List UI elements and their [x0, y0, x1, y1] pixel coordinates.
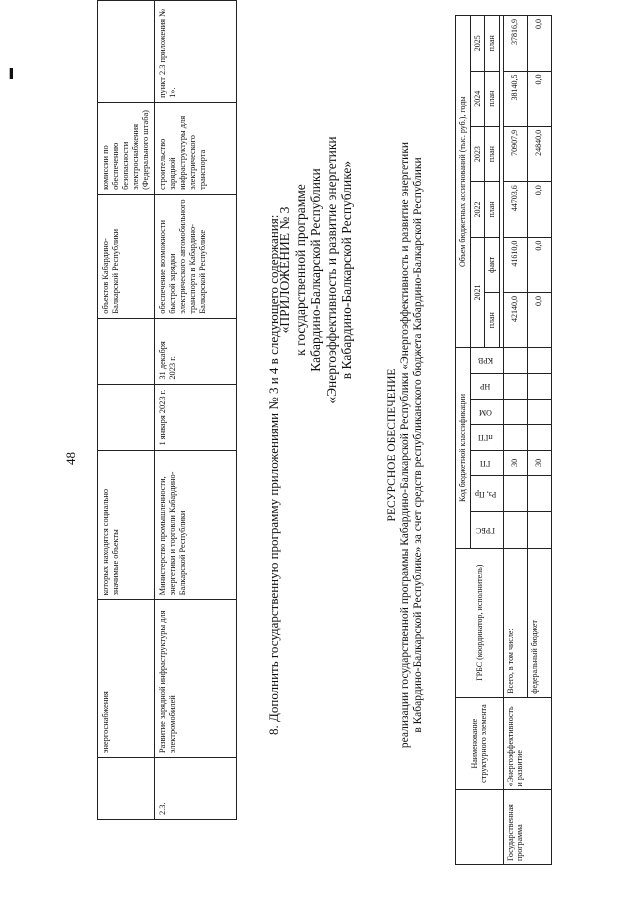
year-header: 2021: [470, 237, 485, 348]
kbk-cell: [503, 373, 527, 399]
sub-header: план: [485, 16, 500, 72]
program-table-continuation: [97, 0, 237, 820]
measure-name: энергоснабжения: [98, 600, 155, 758]
activity: строительство зарядной инфраструктуры для электрического транспорта: [155, 102, 237, 194]
sub-header: факт: [485, 237, 500, 292]
appendix-header: [277, 105, 355, 435]
sub-header: план: [485, 126, 500, 181]
value-cell: 42140,0: [503, 293, 527, 348]
kbk-col: КРВ: [470, 348, 503, 374]
kbk-cell: 30: [527, 450, 551, 476]
kbk-cell: [527, 425, 551, 451]
kbk-cell: [527, 512, 551, 548]
header-grbs: ГРБС (координатор, исполнитель): [456, 548, 504, 697]
kbk-cell: [503, 512, 527, 548]
value-cell: 0,0: [527, 293, 551, 348]
row-number: 2.3.: [155, 758, 237, 820]
header-name: Наименование структурного элемента: [456, 697, 504, 790]
kbk-cell: [527, 399, 551, 425]
page-number: 48: [63, 452, 78, 465]
resource-line: в Кабардино-Балкарской Республике» за счет средств республиканского бюджета Кабардино-Балкарской Республики: [412, 157, 424, 733]
appendix-line: в Кабардино-Балкарской Республике»: [339, 160, 354, 380]
header-cell: [456, 790, 504, 865]
header-row: [456, 16, 471, 865]
kbk-cell: [527, 373, 551, 399]
kbk-col: Рз, Пр: [470, 476, 503, 512]
header-kbk: Код бюджетной классификации: [456, 348, 471, 548]
resource-table: [455, 15, 552, 865]
kbk-cell: [503, 348, 527, 374]
kbk-col: НР: [470, 373, 503, 399]
executor: Министерство промышленности, энергетики и торговли Кабардино-Балкарской Республики: [155, 450, 237, 600]
expected-result: обеспечение возможности быстрой зарядки электрического автомобильного транспорта в Кабардино-Балкарской Республике: [155, 194, 237, 318]
measure-name: Развитие зарядной инфраструктуры для электромобилей: [155, 600, 237, 758]
link: [98, 1, 155, 103]
value-cell: 24840,0: [527, 126, 551, 181]
margin-mark: ▬: [4, 68, 16, 79]
appendix-title: «ПРИЛОЖЕНИЕ № 3: [277, 206, 292, 334]
item-8-text: 8. Дополнить государственную программу приложениями № 3 и 4 в следующего содержания:: [266, 214, 281, 735]
year-header: 2024: [470, 71, 485, 126]
appendix-line: к государственной программе: [292, 184, 308, 356]
row-grbs: федеральный бюджет: [527, 548, 551, 697]
kbk-cell: [527, 476, 551, 512]
kbk-col: ГП: [470, 450, 503, 476]
activity: комиссии по обеспечению безопасности электроснабжения (Федерального штаба): [98, 102, 155, 194]
link: пункт 2.3 приложения № 1».: [155, 1, 237, 103]
end-date: 31 декабря 2023 г.: [155, 318, 237, 384]
year-header: 2022: [470, 182, 485, 237]
value-cell: 44703,6: [503, 182, 527, 237]
resource-line: реализации государственной программы Кабардино-Балкарской Республики «Энергоэффективность и развитие энергетики: [399, 141, 411, 749]
appendix-line: «Энергоэффективность и развитие энергетики: [323, 136, 339, 404]
appendix-line: Кабардино-Балкарской Республики: [308, 168, 323, 372]
kbk-cell: [503, 476, 527, 512]
row-grbs: Всего, в том числе:: [503, 548, 527, 697]
year-header: 2025: [470, 16, 485, 72]
end-date: [98, 318, 155, 384]
start-date: 1 января 2023 г.: [155, 384, 237, 450]
value-cell: 0,0: [527, 16, 551, 72]
sub-header: план: [485, 71, 500, 126]
value-cell: 0,0: [527, 182, 551, 237]
value-cell: 38140,5: [503, 71, 527, 126]
row-number: [98, 758, 155, 820]
kbk-col: пГП: [470, 425, 503, 451]
value-cell: 0,0: [527, 237, 551, 292]
kbk-cell: 30: [503, 450, 527, 476]
sub-header: план: [485, 293, 500, 348]
row-name: «Энергоэффективность и развитие: [503, 697, 551, 790]
header-volume: Объем бюджетных ассигнований (тыс. руб.), годы: [456, 16, 471, 348]
kbk-cell: [503, 399, 527, 425]
expected-result: объектов Кабардино-Балкарской Республики: [98, 194, 155, 318]
resource-header: [386, 75, 425, 815]
table-row: [155, 1, 237, 820]
table-row: [98, 1, 155, 820]
kbk-cell: [527, 348, 551, 374]
kbk-col: ГРБС: [470, 512, 503, 548]
kbk-col: ОМ: [470, 399, 503, 425]
value-cell: 41610,0: [503, 237, 527, 292]
executor: которых находятся социально значимые объекты: [98, 450, 155, 600]
year-header: 2023: [470, 126, 485, 181]
value-cell: 0,0: [527, 71, 551, 126]
kbk-cell: [503, 425, 527, 451]
sub-header: план: [485, 182, 500, 237]
resource-title: РЕСУРСНОЕ ОБЕСПЕЧЕНИЕ: [386, 368, 398, 522]
table-row: [503, 16, 527, 865]
value-cell: 37816,9: [503, 16, 527, 72]
value-cell: 70907,9: [503, 126, 527, 181]
row-type: Государственная программа: [503, 790, 551, 865]
start-date: [98, 384, 155, 450]
